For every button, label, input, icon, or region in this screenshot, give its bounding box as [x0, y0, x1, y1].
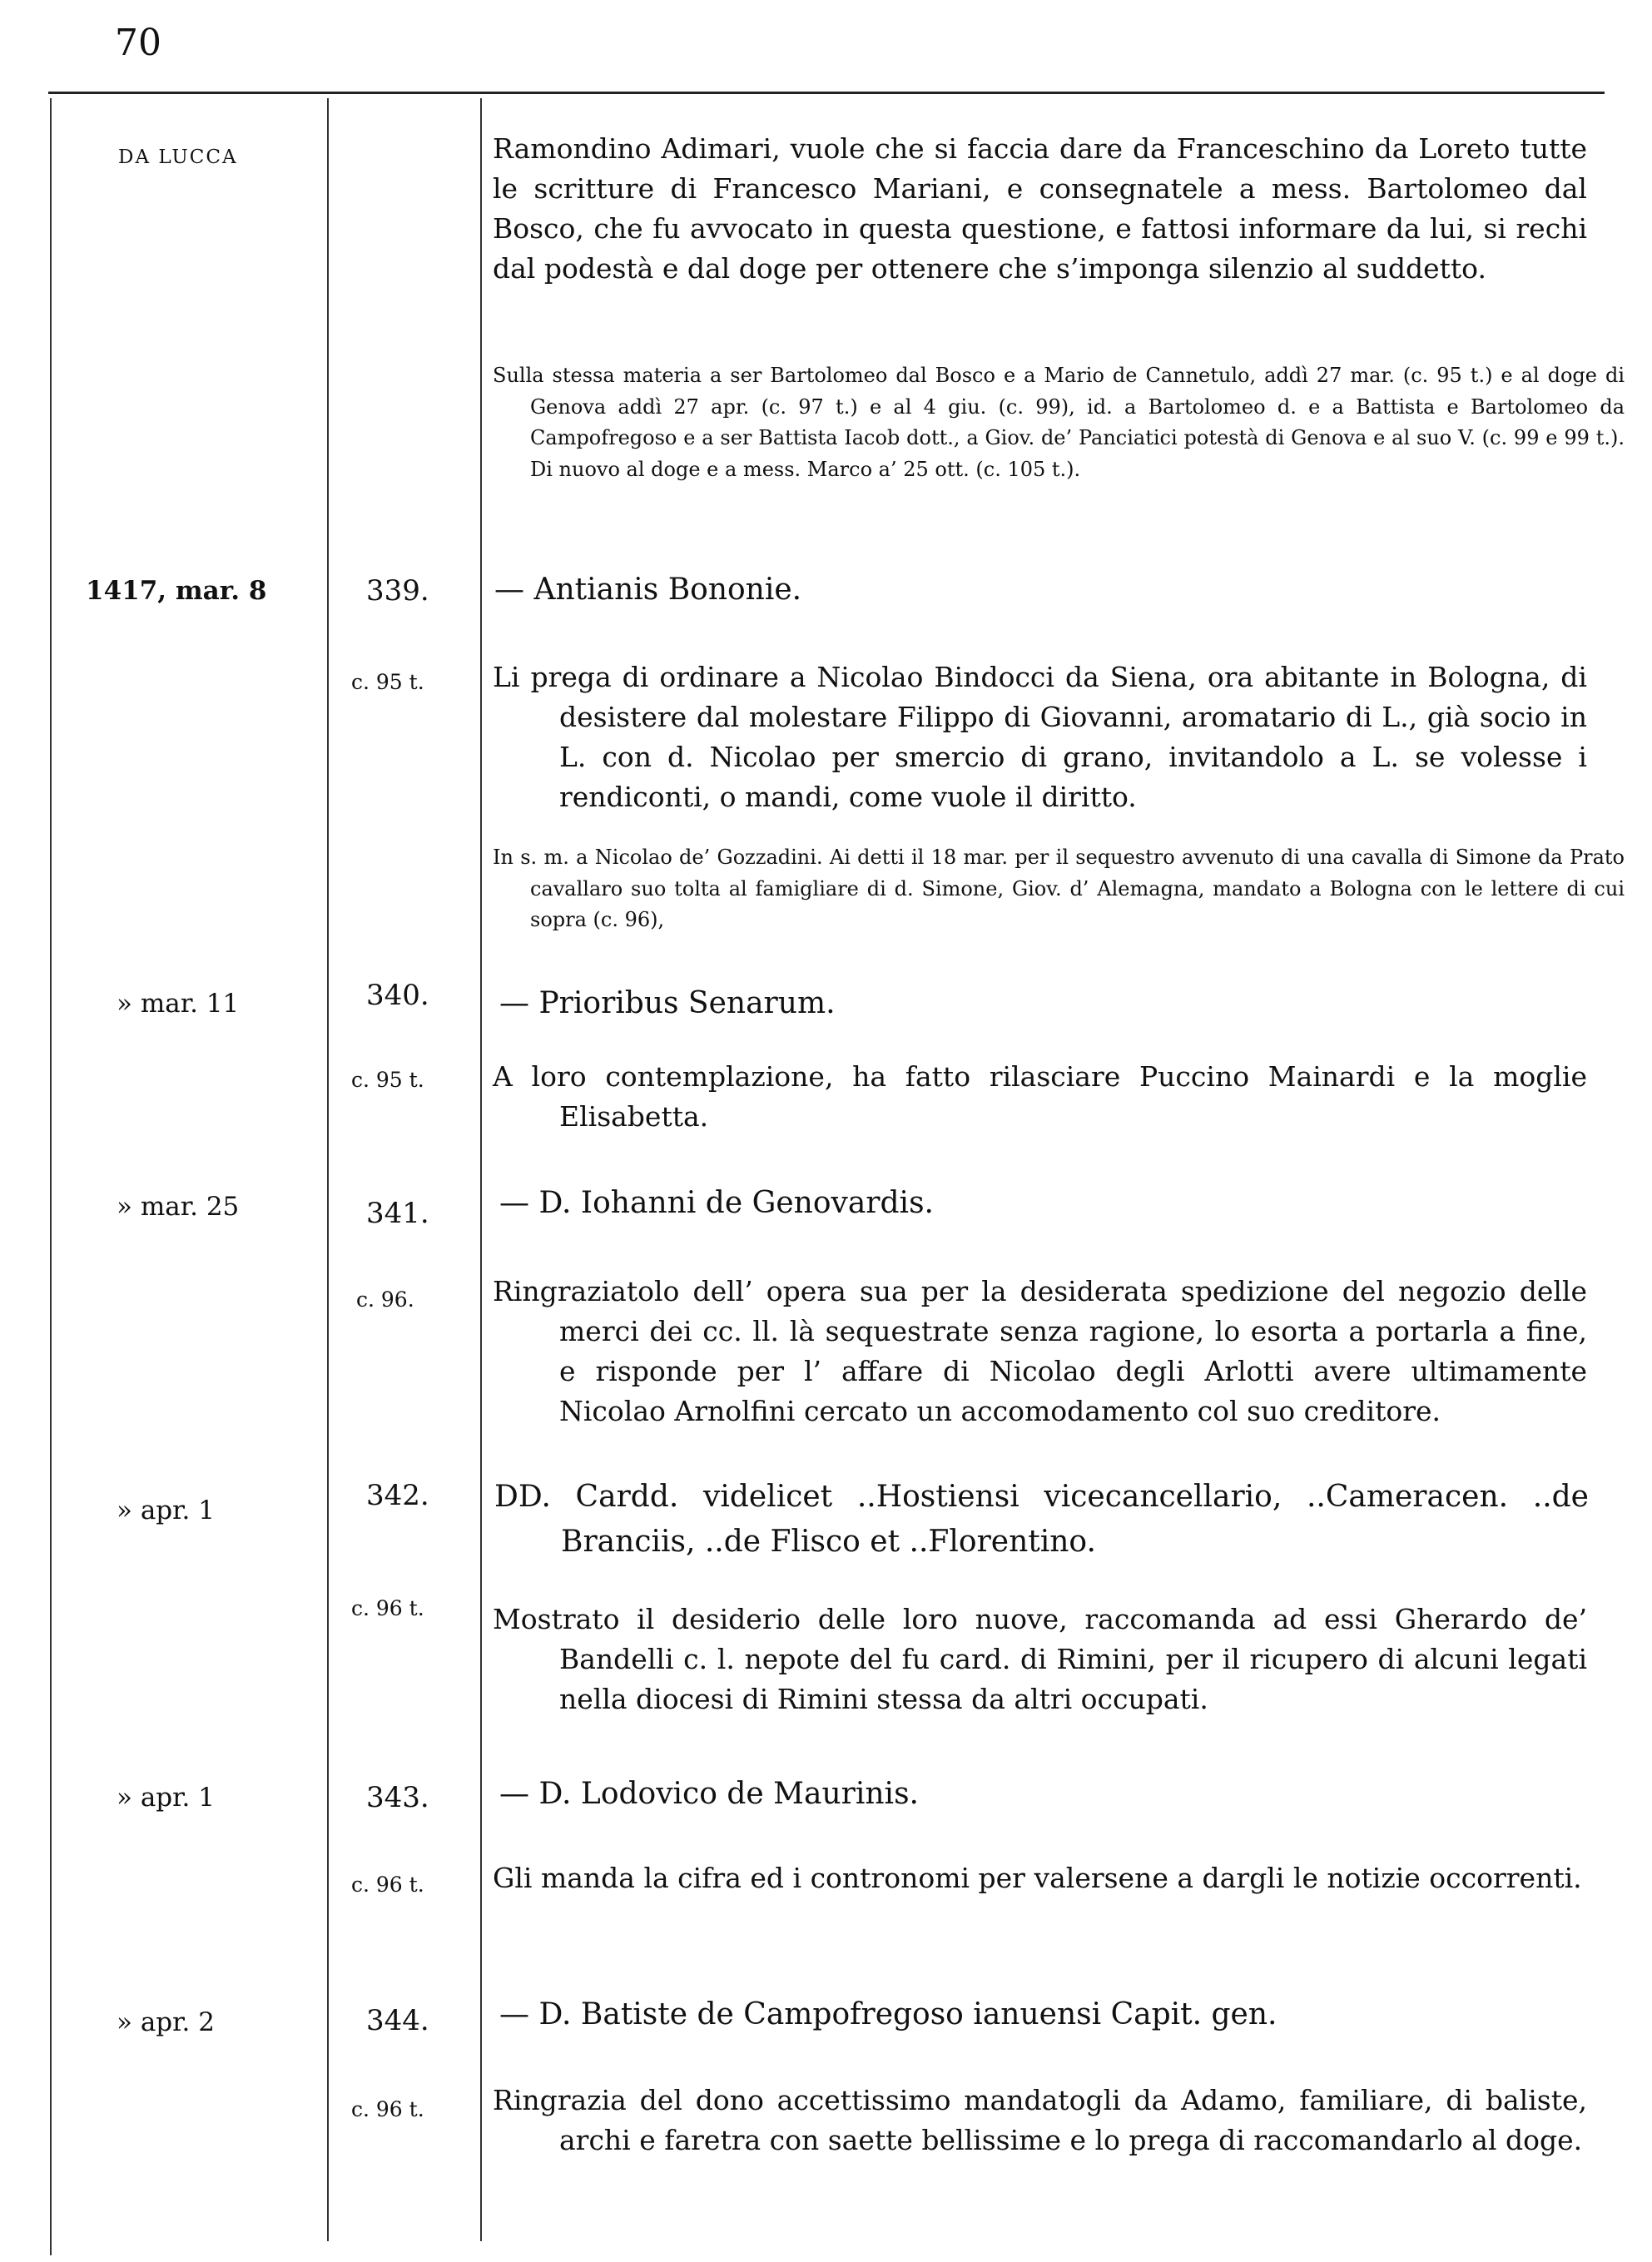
column-divider-date — [327, 98, 329, 2241]
entry-carta: c. 95 t. — [351, 1068, 424, 1092]
entry-addressee: — D. Iohanni de Genovardis. — [499, 1186, 934, 1220]
header-rule — [48, 92, 1605, 94]
entry-body: Gli manda la cifra ed i contronomi per valersene a dargli le notizie occorrenti. — [493, 1862, 1582, 1894]
entry-body: Ringrazia del dono accettissimo mandatogli da Adamo, familiare, di baliste, archi e faretra con saette bellissime e lo prega di raccomandarlo al doge. — [493, 2084, 1587, 2156]
entry-body: A loro contemplazione, ha fatto rilasciare Puccino Mainardi e la moglie Elisabetta. — [493, 1060, 1587, 1133]
entry-date: » apr. 1 — [117, 1783, 215, 1813]
entry-date: 1417, mar. 8 — [86, 576, 267, 606]
entry-number: 340. — [366, 979, 429, 1012]
left-border — [50, 98, 52, 2255]
entry-date: » apr. 1 — [117, 1496, 215, 1525]
entry-number: 339. — [366, 574, 429, 608]
running-header: DA LUCCA — [118, 146, 238, 168]
entry-note: In s. m. a Nicolao de’ Gozzadini. Ai detti il 18 mar. per il sequestro avvenuto di una cavalla di Simone da Prato cavallaro suo tolta al famigliare di d. Simone, Giov. d’ Alemagna, mandato a Bologna con le lettere di cui sopra (c. 96), — [493, 846, 1625, 931]
entry-number: 342. — [366, 1479, 429, 1512]
entry-body: Ringraziatolo dell’ opera sua per la desiderata spedizione del negozio delle merci dei cc. ll. là sequestrate senza ragione, lo esorta a portarla a fine, e risponde per l’ affare di Nicolao degli Arlotti avere ultimamente Nicolao Arnolfini cercato un accomodamento col suo creditore. — [493, 1275, 1587, 1427]
entry-addressee: — D. Lodovico de Maurinis. — [499, 1777, 919, 1811]
entry-body: Li prega di ordinare a Nicolao Bindocci da Siena, ora abitante in Bologna, di desistere dal molestare Filippo di Giovanni, aromatario di L., già socio in L. con d. Nicolao per smercio di grano, invitandolo a L. se volesse i rendiconti, o mandi, come vuole il diritto. — [493, 661, 1587, 813]
column-divider-number — [480, 98, 482, 2241]
entry-number: 341. — [366, 1197, 429, 1230]
entry-addressee: — Prioribus Senarum. — [499, 986, 836, 1020]
entry-date: » apr. 2 — [117, 2007, 215, 2037]
intro-body: Ramondino Adimari, vuole che si faccia dare da Franceschino da Loreto tutte le scritture di Francesco Mariani, e consegnatele a mess. Bartolomeo dal Bosco, che fu avvocato in questa questione, e fattosi informare da lui, si rechi dal podestà e dal doge per ottenere che s’imponga silenzio al suddetto. — [493, 132, 1587, 285]
entry-carta: c. 95 t. — [351, 670, 424, 694]
entry-carta: c. 96 t. — [351, 1873, 424, 1897]
page-number: 70 — [115, 22, 161, 64]
entry-carta: c. 96. — [356, 1287, 414, 1312]
entry-carta: c. 96 t. — [351, 2097, 424, 2121]
entry-number: 343. — [366, 1781, 429, 1814]
entry-number: 344. — [366, 2004, 429, 2037]
entry-date: » mar. 25 — [117, 1192, 240, 1222]
entry-body: Mostrato il desiderio delle loro nuove, raccomanda ad essi Gherardo de’ Bandelli c. l. nepote del fu card. di Rimini, per il ricupero di alcuni legati nella diocesi di Rimini stessa da altri occupati. — [493, 1603, 1587, 1715]
entry-addressee: — D. Batiste de Campofregoso ianuensi Capit. gen. — [499, 1997, 1277, 2031]
entry-date: » mar. 11 — [117, 989, 240, 1019]
entry-carta: c. 96 t. — [351, 1596, 424, 1620]
intro-note: Sulla stessa materia a ser Bartolomeo dal Bosco e a Mario de Cannetulo, addì 27 mar. (c. 95 t.) e al doge di Genova addì 27 apr. (c. 97 t.) e al 4 giu. (c. 99), id. a Bartolomeo d. e a Battista e Bartolomeo da Campofregoso e a ser Battista Iacob dott., a Giov. de’ Panciatici potestà di Genova e al suo V. (c. 99 e 99 t.). Di nuovo al doge e a mess. Marco a’ 25 ott. (c. 105 t.). — [493, 364, 1625, 481]
entry-addressee: DD. Cardd. videlicet ..Hostiensi vicecancellario, ..Cameracen. ..de Branciis, ..de Flisco et ..Florentino. — [494, 1480, 1589, 1559]
entry-addressee: — Antianis Bononie. — [494, 573, 802, 607]
